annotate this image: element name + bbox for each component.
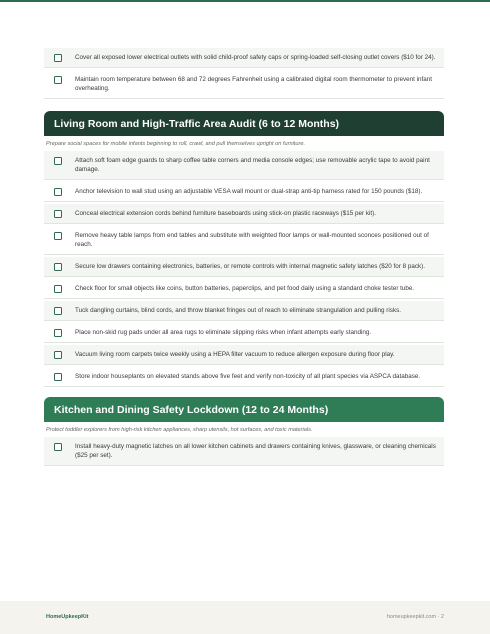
checklist-item-text: Tuck dangling curtains, blind cords, and throw blanket fringes out of reach to eliminate strangulation and pulling risks.: [75, 307, 401, 314]
checklist-item: [44, 70, 444, 99]
checkbox[interactable]: [54, 188, 62, 196]
checklist-item-text: Place non-skid rug pads under all area rugs to eliminate slipping risks when infant attempts early standing.: [75, 329, 372, 336]
footer-site-page: homeupkeepkit.com · 2: [386, 614, 444, 620]
checkbox[interactable]: [54, 285, 62, 293]
checklist-item-text: Cover all exposed lower electrical outlets with solid child-proof safety caps or spring-loaded self-closing outlet covers ($10 for 24).: [75, 54, 436, 61]
checklist-item-text: Install heavy-duty magnetic latches on all lower kitchen cabinets and drawers containing knives, glassware, or cleaning chemicals ($25 per set).: [75, 443, 436, 459]
checkbox[interactable]: [54, 76, 62, 84]
checklist-item: [44, 345, 444, 365]
checklist-item: [44, 323, 444, 343]
checklist-item-text: Vacuum living room carpets twice weekly using a HEPA filter vacuum to reduce allergen exposure during floor play.: [75, 351, 395, 358]
checklist-item-text: Secure low drawers containing electronics, batteries, or remote controls with internal magnetic safety latches ($20 for 8 pack).: [75, 263, 425, 270]
top-rule: [0, 0, 490, 2]
checklist-item-text: Maintain room temperature between 68 and 72 degrees Fahrenheit using a calibrated digital room thermometer to prevent infant overheating.: [75, 76, 433, 92]
checklist-item-text: Anchor television to wall stud using an adjustable VESA wall mount or dual-strap anti-tip harness rated for 150 pounds ($18).: [75, 188, 423, 195]
section-title-kitchen: Kitchen and Dining Safety Lockdown (12 to 24 Months): [44, 397, 444, 422]
checkbox[interactable]: [54, 157, 62, 165]
checkbox[interactable]: [54, 54, 62, 62]
checkbox[interactable]: [54, 329, 62, 337]
checklist-item: [44, 279, 444, 299]
checklist-item-text: Remove heavy table lamps from end tables and substitute with weighted floor lamps or wall-mounted sconces positioned out of reach.: [75, 232, 429, 248]
checklist-item: [44, 301, 444, 321]
checklist-item: [44, 48, 444, 68]
checklist-item-text: Attach soft foam edge guards to sharp coffee table corners and media console edges; use removable acrylic tape to avoid paint damage.: [75, 157, 430, 173]
section-title-living-room: Living Room and High-Traffic Area Audit (6 to 12 Months): [44, 111, 444, 136]
section-subtitle-kitchen: Protect toddler explorers from high-risk kitchen appliances, sharp utensils, hot surfaces, and toxic materials.: [46, 427, 313, 433]
checkbox[interactable]: [54, 373, 62, 381]
checkbox[interactable]: [54, 210, 62, 218]
checkbox[interactable]: [54, 307, 62, 315]
section-subtitle-living-room: Prepare social spaces for mobile infants beginning to roll, crawl, and pull themselves upright on furniture.: [46, 141, 306, 147]
checklist-item: [44, 226, 444, 255]
checklist-item-text: Conceal electrical extension cords behind furniture baseboards using stick-on plastic raceways ($15 per kit).: [75, 210, 377, 217]
checkbox[interactable]: [54, 263, 62, 271]
page-content: [44, 48, 444, 468]
checklist-item: [44, 151, 444, 180]
checklist-item-text: Check floor for small objects like coins, button batteries, paperclips, and pet food daily using a standard choke tester tube.: [75, 285, 415, 292]
checkbox[interactable]: [54, 232, 62, 240]
checklist-item: [44, 204, 444, 224]
checklist-item-text: Store indoor houseplants on elevated stands above five feet and verify non-toxicity of all plant species via ASPCA database.: [75, 373, 421, 380]
page-footer: [0, 601, 490, 634]
checkbox[interactable]: [54, 443, 62, 451]
checklist-item: [44, 367, 444, 387]
checkbox[interactable]: [54, 351, 62, 359]
checklist-item: [44, 182, 444, 202]
checklist-item: [44, 257, 444, 277]
checklist-item: [44, 437, 444, 466]
footer-brand: HomeUpkeepKit: [46, 614, 89, 620]
